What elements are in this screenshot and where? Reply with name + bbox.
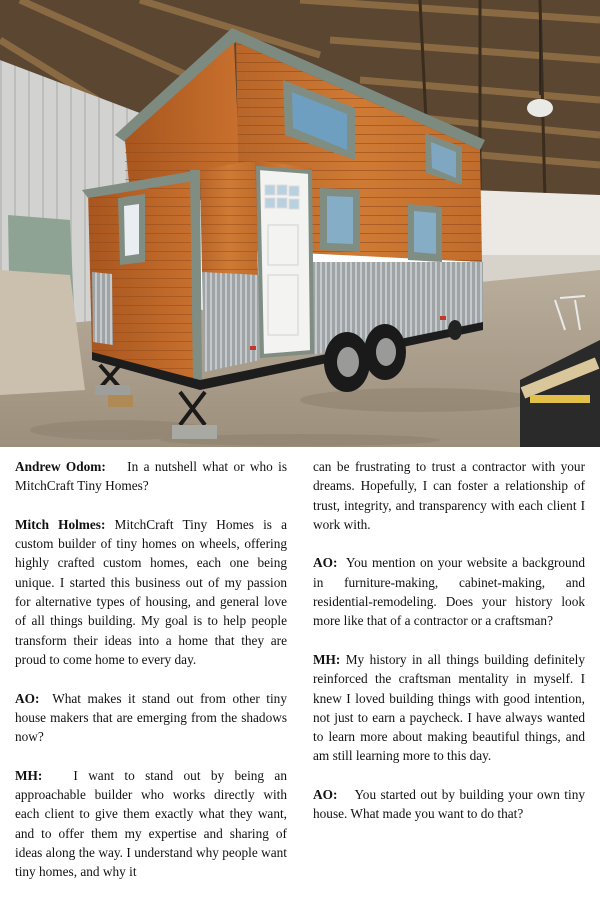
tiny-house-photo [0,0,600,447]
paragraph-own-house-question [313,785,585,824]
speaker-label: Mitch Holmes: [15,516,106,532]
speaker-label: AO: [313,787,338,803]
paragraph-text: In a nutshell what or who is MitchCraft Tiny Homes? [15,459,287,494]
paragraph-background-answer [313,650,585,766]
paragraph-text: MitchCraft Tiny Homes is a custom builder of tiny homes on wheels, offering highly crafted custom homes, each one being unique. I started this business out of my passion for alternative types of housing, and general love of all things building. My goal is to help people transform their ideas into a home that they are proud to come home to every day. [15,516,287,667]
paragraph-text: You started out by building your own tiny house. What made you want to do that? [313,787,585,822]
speaker-label: Andrew Odom: [15,459,106,474]
speaker-label: MH: [15,767,43,783]
paragraph-intro-answer [15,515,287,669]
speaker-label: AO: [15,690,40,706]
paragraph-continuation: can be frustrating to trust a contractor with your dreams. Hopefully, I can foster a relationship of trust, integrity, and transparency with each client I work with. [313,459,585,532]
left-column [15,457,287,901]
speaker-label: AO: [313,555,338,571]
speaker-label: MH: [313,651,341,667]
paragraph-background-question [313,553,585,630]
paragraph-text: My history in all things building definitely reinforced the craftsman mentality in myself. I knew I loved building things with good intention, not just to earn a paycheck. I have always wanted to learn more about making beautiful things, and am still learning more to this day. [313,651,585,764]
paragraph-standout-answer [15,766,287,882]
paragraph-text: You mention on your website a background in furniture-making, cabinet-making, and residential-remodeling. Does your history look more like that of a contractor or a craftsman? [313,555,585,629]
paragraph-intro-question [15,457,287,496]
paragraph-text: What makes it stand out from other tiny house makers that are emerging from the shadows now? [15,690,287,745]
right-column [313,457,585,843]
paragraph-standout-question [15,689,287,747]
paragraph-text: I want to stand out by being an approachable builder who works directly with each client to give them exactly what they want, and to offer them my expertise and sharing of ideas along the way. I understand why people want tiny homes, and why it [15,767,287,880]
